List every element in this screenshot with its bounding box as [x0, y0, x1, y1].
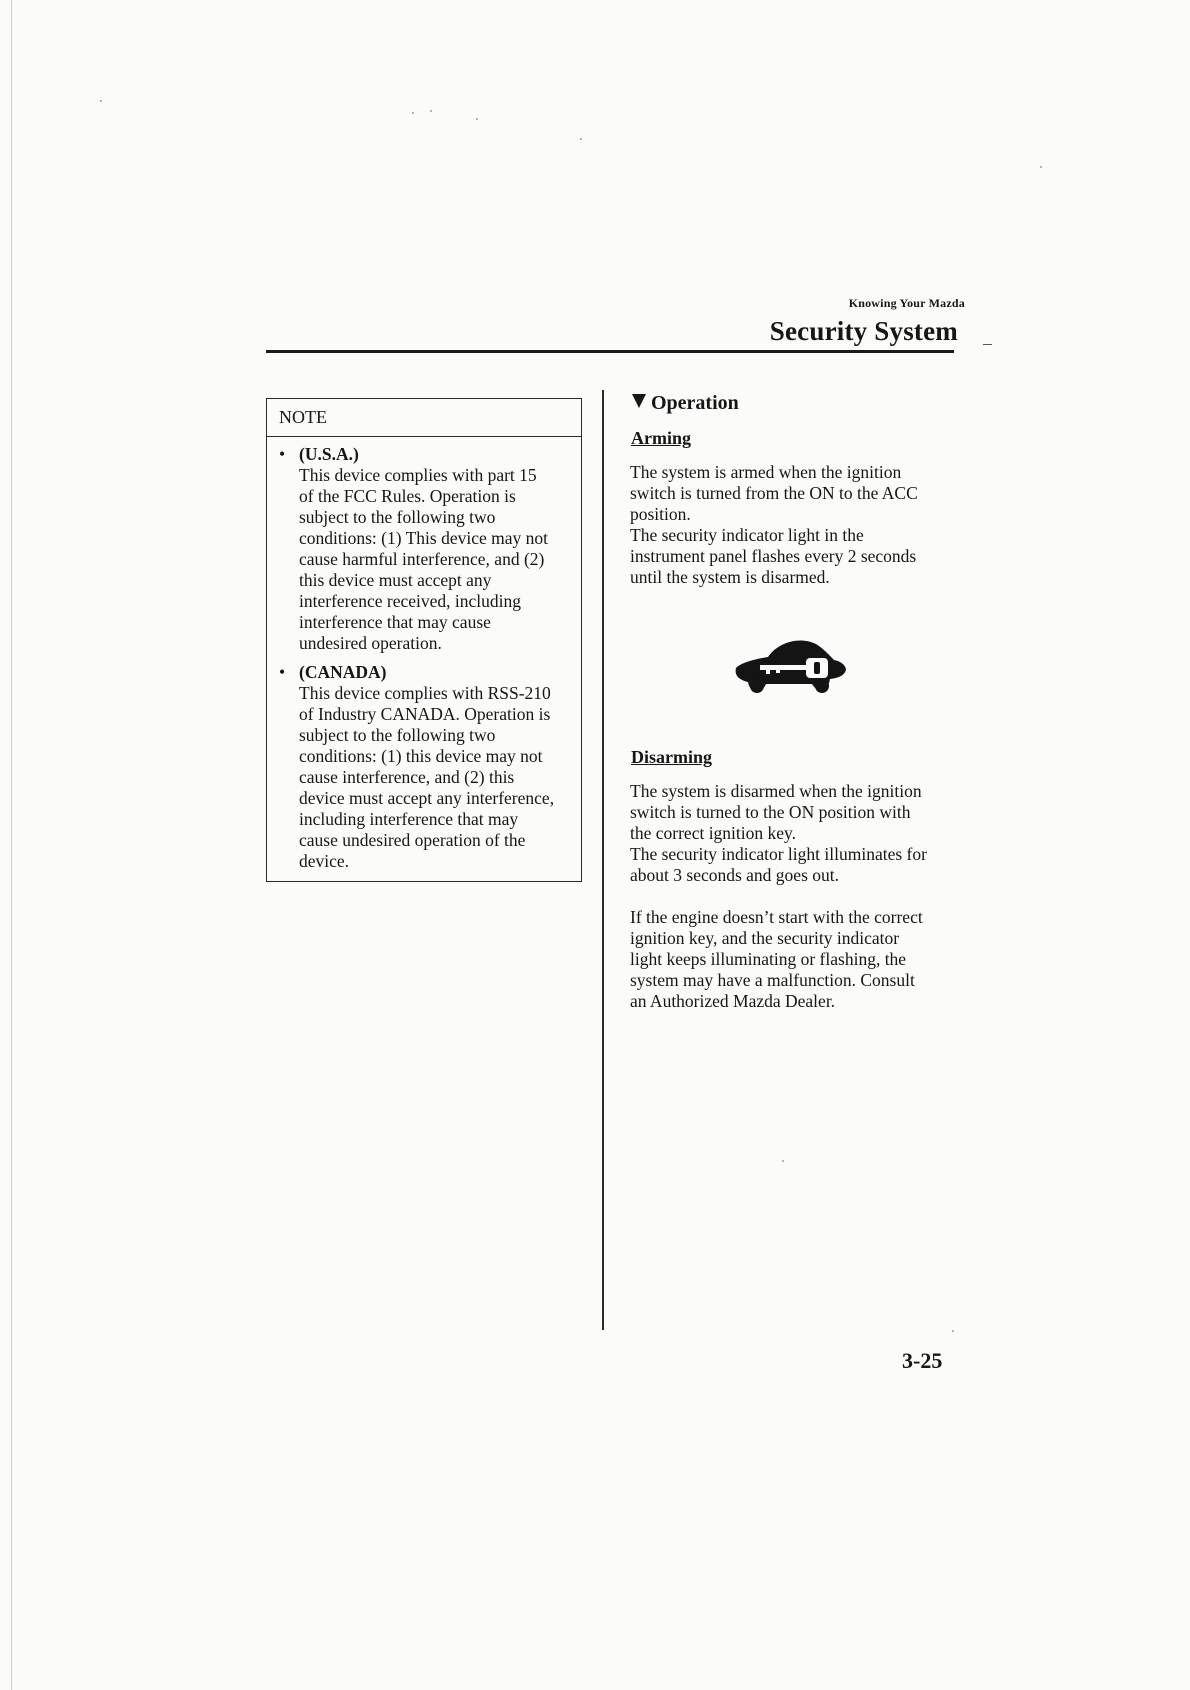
- scan-speck: [782, 1160, 784, 1162]
- note-item-canada: [267, 662, 581, 872]
- scan-speck: [1040, 166, 1042, 168]
- note-list: [267, 437, 581, 872]
- disarming-heading: Disarming: [631, 747, 712, 767]
- scan-speck: [100, 100, 102, 102]
- scan-speck: [412, 112, 414, 114]
- title-rule: [266, 350, 954, 353]
- note-item-text: This device complies with RSS-210 of Industry CANADA. Operation is subject to the following two conditions: (1) this device may not cause interference, and (2) this device must accept any interference, including interference that may cause undesired operation of the device.: [299, 683, 555, 871]
- arming-heading: Arming: [631, 428, 691, 448]
- malfunction-text: If the engine doesn’t start with the correct ignition key, and the security indicator light keeps illuminating or flashing, the system may have a malfunction. Consult an Authorized Mazda Dealer.: [630, 907, 923, 1011]
- page-number: 3-25: [902, 1348, 943, 1373]
- bullet-icon: •: [279, 444, 286, 464]
- triangle-down-icon: [632, 394, 646, 408]
- margin-mark: [983, 344, 992, 345]
- operation-heading: [632, 392, 739, 415]
- scan-edge-line: [11, 0, 12, 1690]
- column-divider: [602, 390, 604, 1330]
- scan-speck: [580, 138, 582, 140]
- scan-speck: [430, 110, 432, 112]
- note-heading: NOTE: [267, 399, 581, 437]
- running-head: Knowing Your Mazda: [848, 296, 965, 310]
- operation-heading-text: Operation: [651, 392, 739, 414]
- note-item-label: (CANADA): [299, 662, 387, 682]
- arming-text: The system is armed when the ignition switch is turned from the ON to the ACC position. The security indicator light in the instrument panel flashes every 2 seconds until the system is disarmed.: [630, 462, 918, 587]
- note-item-usa: [267, 444, 581, 654]
- page-title: Security System: [769, 316, 958, 346]
- disarming-text: The system is disarmed when the ignition switch is turned to the ON position with the correct ignition key. The security indicator light illuminates for about 3 seconds and goes out.: [630, 781, 927, 885]
- bullet-icon: •: [279, 662, 286, 682]
- scan-speck: [952, 1330, 954, 1332]
- note-box: [266, 398, 582, 882]
- note-item-text: This device complies with part 15 of the FCC Rules. Operation is subject to the following two conditions: (1) This device may not cause harmful interference, and (2) this device must accept any interference received, including interference that may cause undesired operation.: [299, 465, 549, 653]
- note-item-label: (U.S.A.): [299, 444, 359, 464]
- security-indicator-car-key-icon: [730, 632, 848, 698]
- scan-speck: [476, 118, 478, 120]
